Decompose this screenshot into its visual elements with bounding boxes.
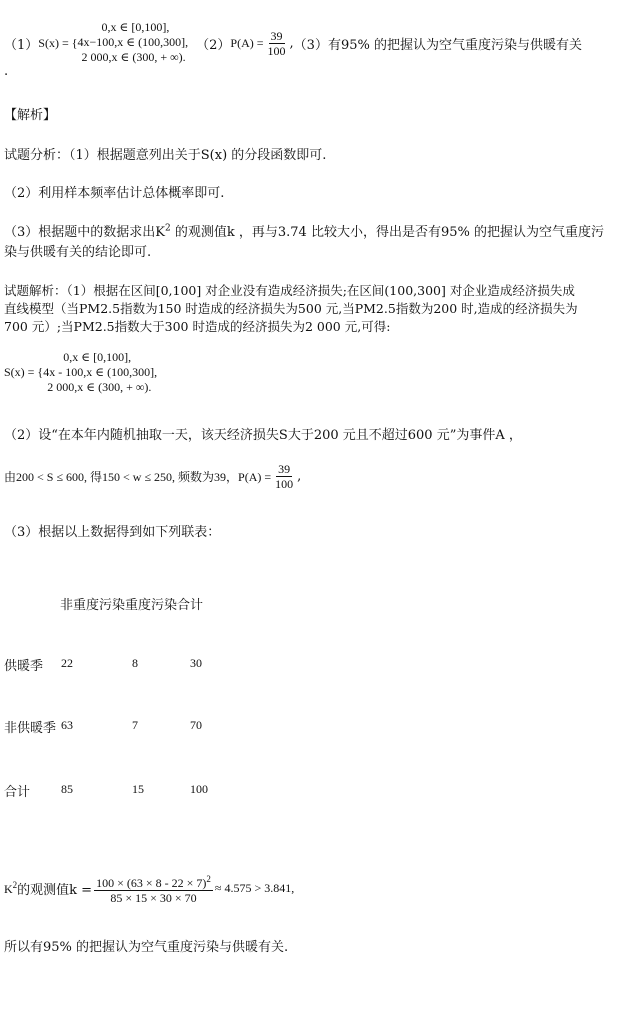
table-cell: 8 [132, 656, 138, 670]
solution-p2-num: 39 [278, 462, 291, 476]
answer-p-den: 100 [267, 44, 286, 58]
table-cell: 85 [61, 782, 73, 796]
answer-trailing-dot: . [4, 64, 9, 79]
conclusion: 所以有95% 的把握认为空气重度污染与供暖有关. [4, 940, 289, 955]
answer-part1-label: （1） [4, 38, 39, 53]
solution-s-left: S(x) = { [4, 365, 44, 379]
answer-p-fraction [266, 29, 288, 58]
answer-p-num: 39 [270, 29, 283, 43]
answer-s-left: S(x) = { [38, 36, 78, 50]
table-cell: 100 [190, 782, 208, 796]
solution-s-case1: 0,x ∈ [0,100], [63, 350, 132, 364]
table-cell: 63 [61, 718, 73, 732]
k2-numerator: $100 \times (63 \times 8 - 22 \times 7)^2$ [96, 874, 211, 890]
k2-label: 的观测值k = [17, 883, 93, 898]
analysis-line3-a: （3）根据题中的数据求出K [4, 225, 165, 240]
k2-denominator: 85 × 15 × 30 × 70 [110, 891, 197, 905]
solution-s-cases [43, 350, 157, 395]
analysis-line1: 试题分析：（1）根据题意列出关于S(x) 的分段函数即可. [4, 148, 327, 163]
answer-s-cases [77, 20, 188, 65]
jiexi-header: 【解析】 [4, 108, 57, 123]
k2-result: ≈ 4.575 > 3.841, [214, 881, 295, 895]
solution-line3: 700 元）;当PM2.5指数大于300 时造成的经济损失为2 000 元,可得: [4, 319, 391, 334]
table-cell: 7 [132, 718, 138, 732]
solution-p2-den: 100 [275, 477, 294, 491]
solution-p2-line: （2）设“在本年内随机抽取一天，该天经济损失S大于200 元且不超过600 元”为事件A ， [4, 428, 522, 443]
solution-line2: 直线模型（当PM2.5指数为150 时造成的经济损失为500 元,当PM2.5指数为200 时,造成的经济损失为 [4, 301, 578, 316]
table-cell: 22 [61, 656, 73, 670]
analysis-line2: （2）利用样本频率估计总体概率即可. [4, 186, 225, 201]
solution-p3-line: （3）根据以上数据得到如下列联表： [4, 525, 221, 540]
table-row-label: 非供暖季 [4, 721, 57, 736]
answer-s-case2: 4x−100,x ∈ (100,300], [77, 35, 189, 49]
analysis-line3-sup: 2 [164, 223, 171, 234]
solution-s-function [4, 350, 157, 395]
solution-s-case3: 2 000,x ∈ (300, + ∞). [47, 380, 152, 394]
k2-fraction [94, 872, 213, 905]
table-cell: 70 [190, 718, 202, 732]
solution-p2-fraction [273, 462, 295, 491]
answer-p-left: P(A) = [230, 36, 264, 50]
table-row-label: 合计 [4, 785, 31, 800]
solution-p2-calc [4, 462, 301, 491]
solution-line1: 试题解析：（1）根据在区间[0,100] 对企业没有造成经济损失;在区间(100,300] 对企业造成经济损失成 [4, 283, 575, 298]
answer-s-case3: 2 000,x ∈ (300, + ∞). [81, 50, 186, 64]
solution-s-case2: 4x - 100,x ∈ (100,300], [43, 365, 158, 379]
k2-computation [4, 872, 294, 905]
answer-part2-label: （2） [196, 38, 231, 53]
table-cell: 15 [132, 782, 144, 796]
answer-s-case1: 0,x ∈ [0,100], [101, 20, 170, 34]
analysis-line3-b: 的观测值k ，再与3.74 比较大小，得出是否有95% 的把握认为空气重度污 [170, 225, 604, 240]
table-cell: 30 [190, 656, 202, 670]
solution-p2-calc-text: 由200 < S ≤ 600, 得150 < w ≤ 250, 频数为39，P(A) = [4, 470, 272, 484]
answer-part3: （3）有95% 的把握认为空气重度污染与供暖有关 [293, 38, 582, 53]
answer-sep: , [289, 36, 294, 51]
answer-line [4, 22, 582, 65]
analysis-line3-cont: 染与供暖有关的结论即可. [4, 245, 152, 260]
table-row-label: 供暖季 [4, 659, 44, 674]
table-header: 非重度污染重度污染合计 [60, 598, 204, 613]
solution-p2-end: , [297, 469, 302, 484]
analysis-line3 [4, 221, 604, 240]
k2-symbol: $K^2$ [4, 880, 18, 896]
